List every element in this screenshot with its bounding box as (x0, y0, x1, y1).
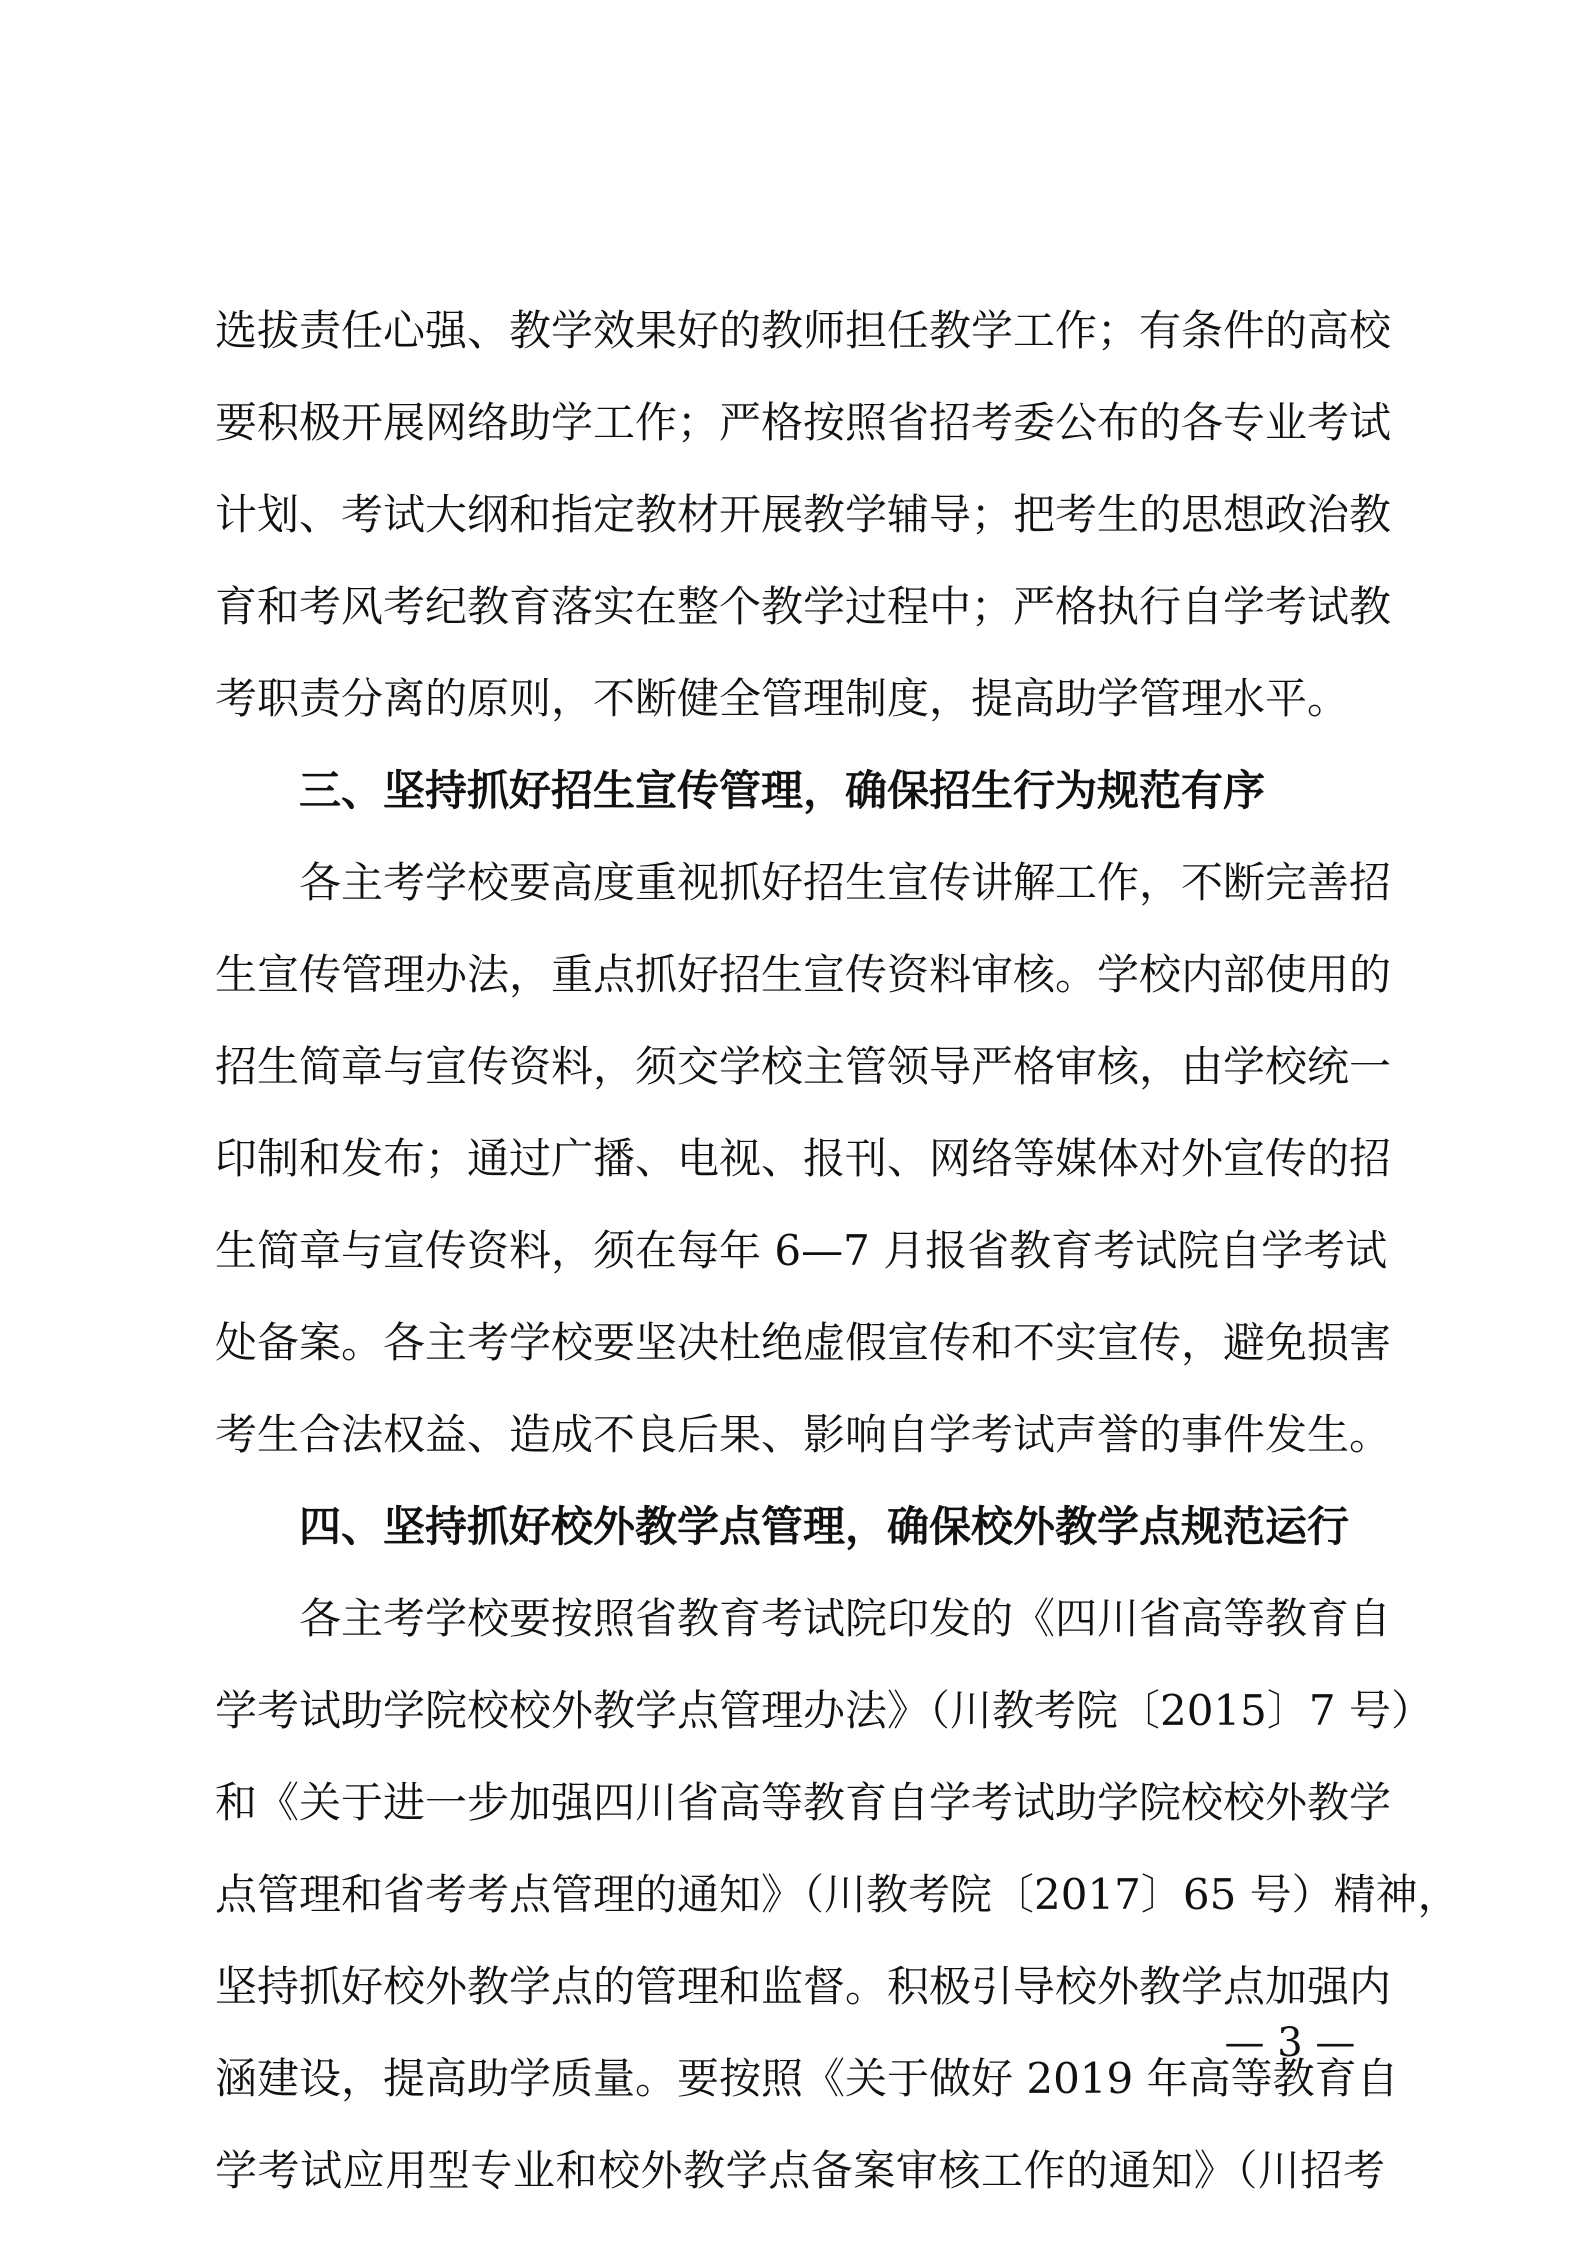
page-number: — 3 — (1224, 2020, 1356, 2066)
paragraph-line: 考职责分离的原则，不断健全管理制度，提高助学管理水平。 (215, 674, 1350, 723)
paragraph-line: 处备案。各主考学校要坚决杜绝虚假宣传和不实宣传，避免损害 (215, 1318, 1392, 1367)
paragraph-line: 学考试应用型专业和校外教学点备案审核工作的通知》（川招考 (215, 2146, 1385, 2195)
paragraph-line: 各主考学校要高度重视抓好招生宣传讲解工作，不断完善招 (299, 858, 1392, 907)
paragraph-line: 育和考风考纪教育落实在整个教学过程中；严格执行自学考试教 (215, 582, 1392, 631)
paragraph-line: 点管理和省考考点管理的通知》（川教考院〔2017〕65 号）精神， (215, 1870, 1460, 1919)
paragraph-line: 选拔责任心强、教学效果好的教师担任教学工作；有条件的高校 (215, 306, 1392, 355)
paragraph-line: 招生简章与宣传资料，须交学校主管领导严格审核，由学校统一 (215, 1042, 1392, 1091)
paragraph-line: 生宣传管理办法，重点抓好招生宣传资料审核。学校内部使用的 (215, 950, 1392, 999)
paragraph-line: 涵建设，提高助学质量。要按照《关于做好 2019 年高等教育自 (215, 2054, 1399, 2103)
paragraph-line: 生简章与宣传资料，须在每年 6—7 月报省教育考试院自学考试 (215, 1226, 1388, 1275)
section-heading-4: 四、坚持抓好校外教学点管理，确保校外教学点规范运行 (299, 1502, 1350, 1551)
paragraph-line: 要积极开展网络助学工作；严格按照省招考委公布的各专业考试 (215, 398, 1392, 447)
paragraph-line: 和《关于进一步加强四川省高等教育自学考试助学院校校外教学 (215, 1778, 1392, 1827)
paragraph-line: 学考试助学院校校外教学点管理办法》（川教考院〔2015〕7 号） (215, 1686, 1433, 1735)
section-heading-3: 三、坚持抓好招生宣传管理，确保招生行为规范有序 (299, 766, 1266, 815)
paragraph-line: 印制和发布；通过广播、电视、报刊、网络等媒体对外宣传的招 (215, 1134, 1392, 1183)
paragraph-line: 考生合法权益、造成不良后果、影响自学考试声誉的事件发生。 (215, 1410, 1392, 1459)
paragraph-line: 坚持抓好校外教学点的管理和监督。积极引导校外教学点加强内 (215, 1962, 1392, 2011)
document-body (215, 285, 1460, 2217)
paragraph-line: 计划、考试大纲和指定教材开展教学辅导；把考生的思想政治教 (215, 490, 1392, 539)
paragraph-line: 各主考学校要按照省教育考试院印发的《四川省高等教育自 (299, 1594, 1392, 1643)
